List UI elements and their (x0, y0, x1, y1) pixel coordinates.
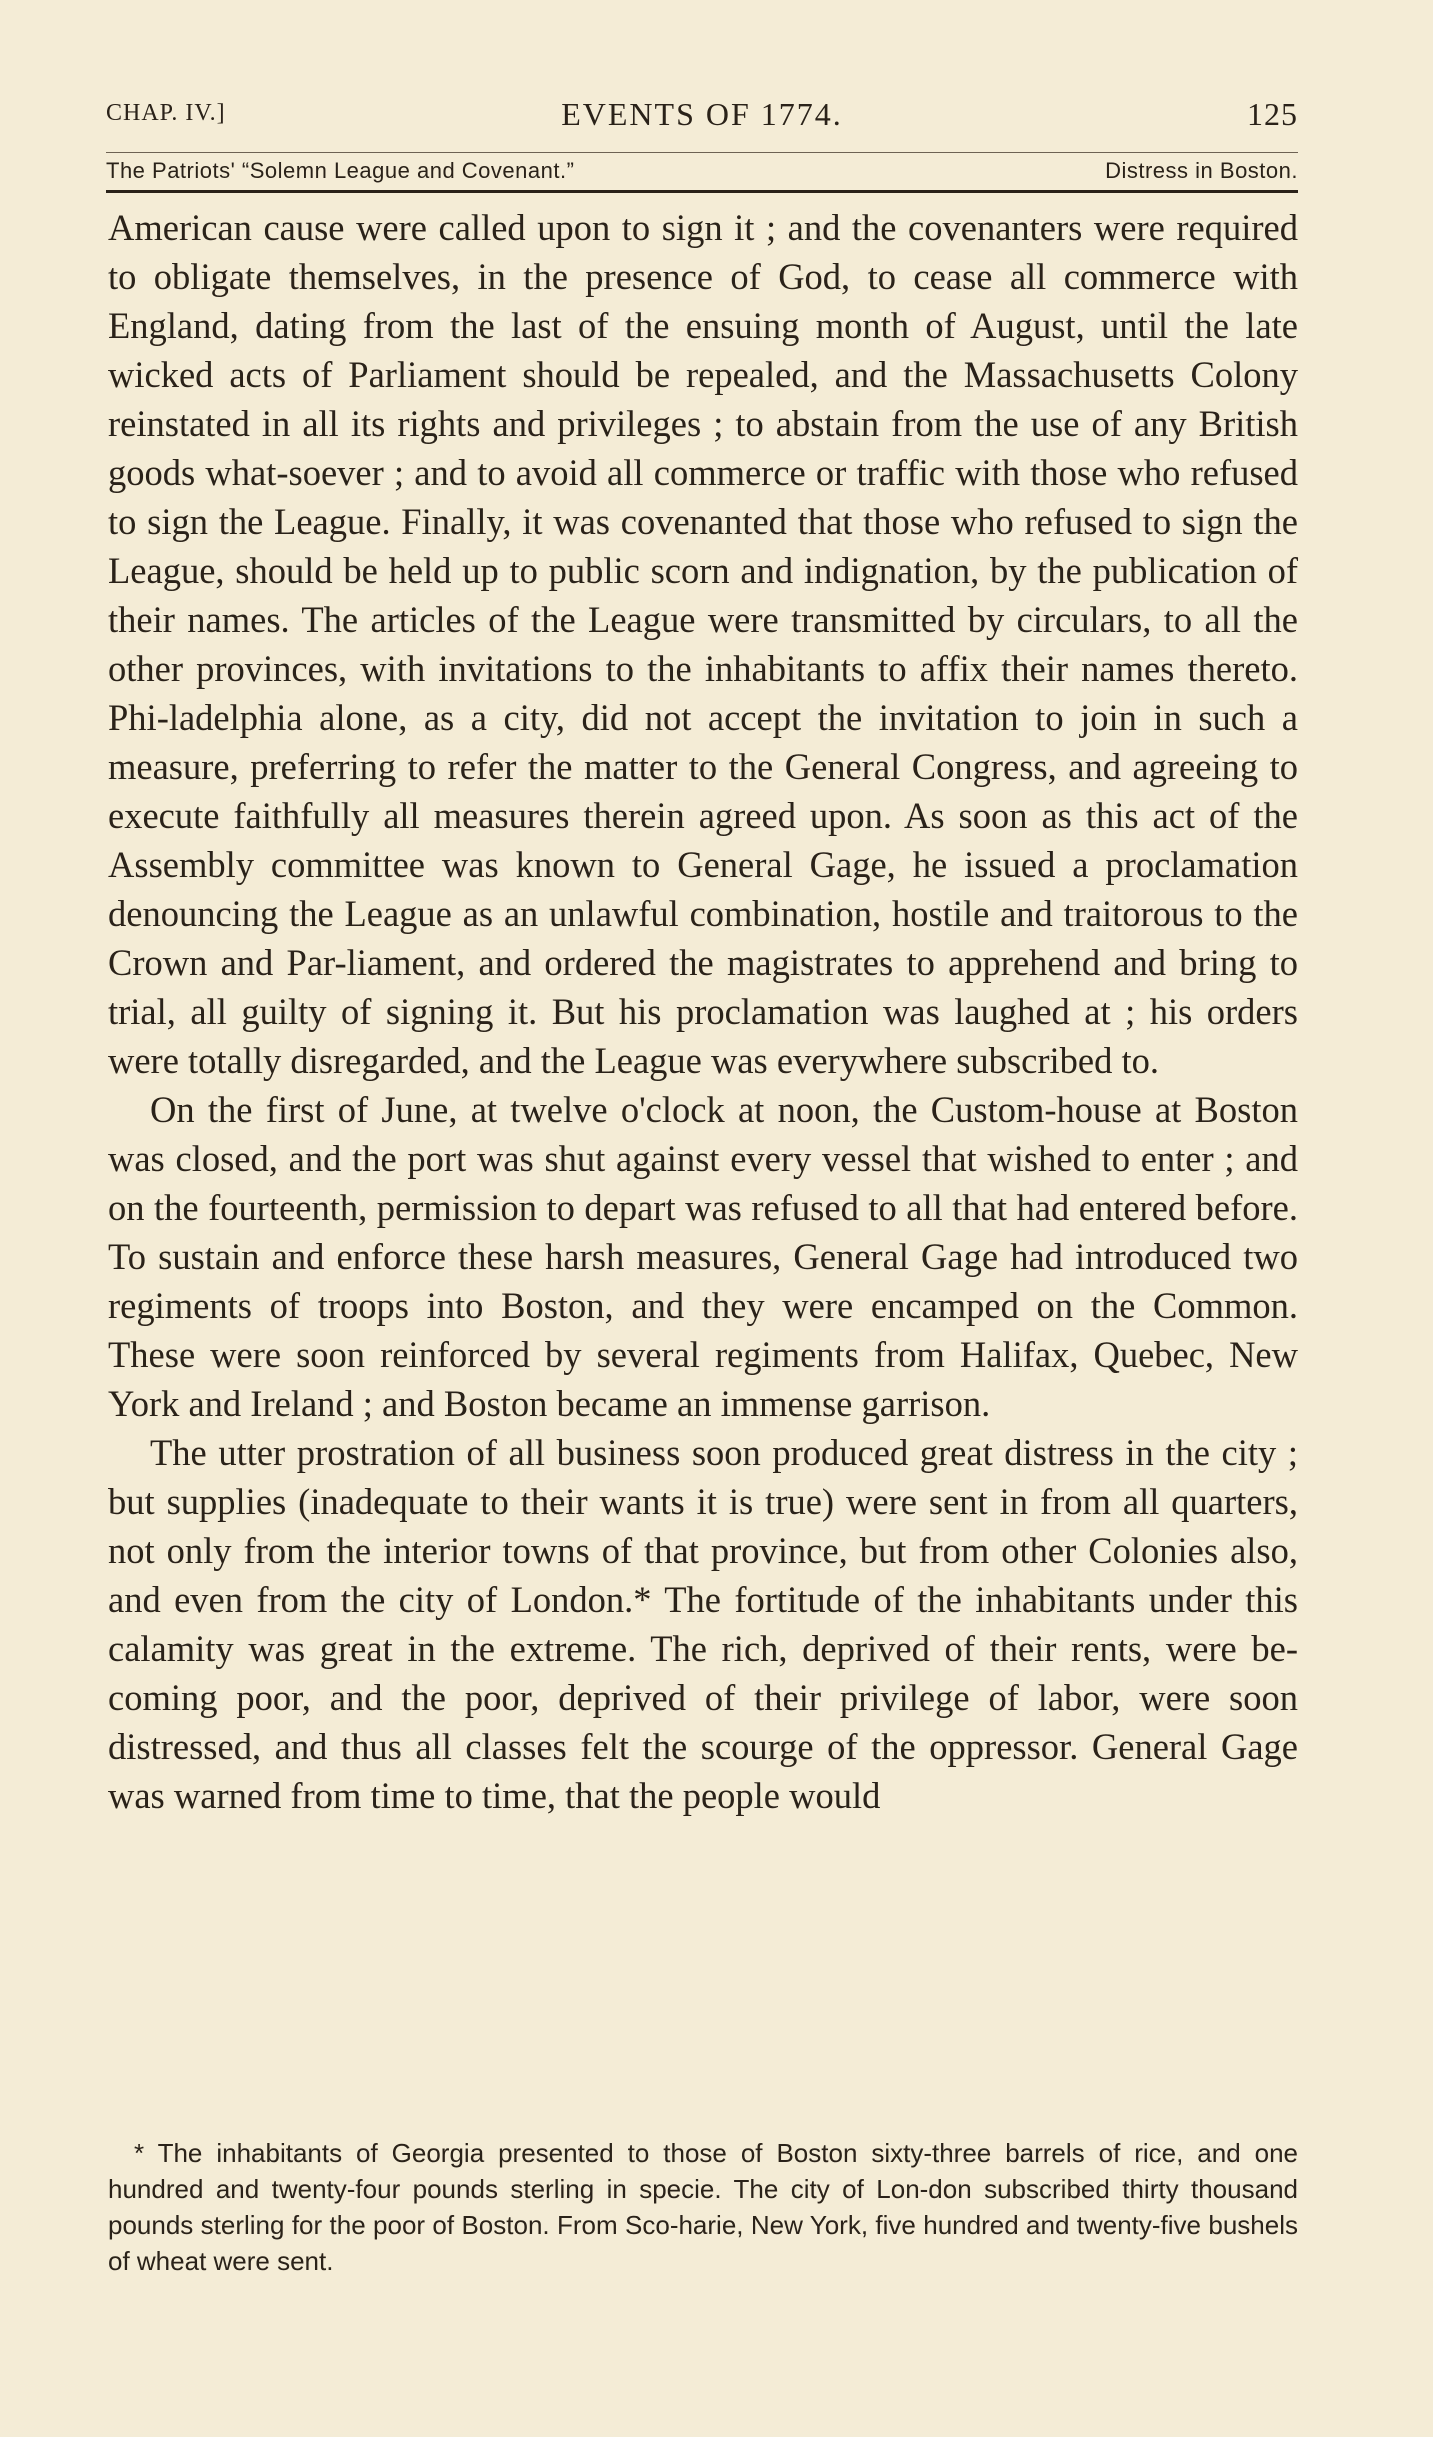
chapter-label: CHAP. IV.] (106, 100, 226, 126)
page-title: EVENTS OF 1774. (561, 96, 843, 132)
header-divider (106, 190, 1298, 193)
topic-header (106, 158, 1298, 188)
paragraph-2: On the first of June, at twelve o'clock at noon, the Custom-house at Boston was closed, and the port was shut against every vessel that wished to enter ; and on the fourteenth, permission to depart was refused to all that had entered before. To sustain and enforce these harsh measures, General Gage had introduced two regiments of troops into Boston, and they were encamped on the Common. These were soon reinforced by several regiments from Halifax, Quebec, New York and Ireland ; and Boston became an immense garrison. (108, 1089, 1298, 1424)
topic-right: Distress in Boston. (1105, 158, 1298, 183)
paragraph-3: The utter prostration of all business soon produced great distress in the city ; but supplies (inadequate to their wants it is true) were sent in from all quarters, not only from the interior towns of that province, but from other Colonies also, and even from the city of London.* The fortitude of the inhabitants under this calamity was great in the extreme. The rich, deprived of their rents, were be-coming poor, and the poor, deprived of their privilege of labor, were soon distressed, and thus all classes felt the scourge of the oppressor. General Gage was warned from time to time, that the people would (108, 1432, 1298, 1816)
page-number: 125 (1247, 96, 1298, 132)
running-header (106, 96, 1298, 136)
footnote (108, 2135, 1298, 2279)
topic-left: The Patriots' “Solemn League and Covenant.” (106, 158, 575, 183)
footnote-text: * The inhabitants of Georgia presented to those of Boston sixty-three barrels of rice, and one hundred and twenty-four pounds sterling in specie. The city of Lon-don subscribed thirty thousand pounds sterling for the poor of Boston. From Sco-harie, New York, five hundred and twenty-five bushels of wheat were sent. (108, 2138, 1298, 2276)
header-divider-thin (106, 152, 1298, 153)
paragraph-1: American cause were called upon to sign it ; and the covenanters were required to obligate themselves, in the presence of God, to cease all commerce with England, dating from the last of the ensuing month of August, until the late wicked acts of Parliament should be repealed, and the Massachusetts Colony reinstated in all its rights and privileges ; to abstain from the use of any British goods what-soever ; and to avoid all commerce or traffic with those who refused to sign the League. Finally, it was covenanted that those who refused to sign the League, should be held up to public scorn and indignation, by the publication of their names. The articles of the League were transmitted by circulars, to all the other provinces, with invitations to the inhabitants to affix their names thereto. Phi-ladelphia alone, as a city, did not accept the invitation to join in such a measure, preferring to refer the matter to the General Congress, and agreeing to execute faithfully all measures therein agreed upon. As soon as this act of the Assembly committee was known to General Gage, he issued a proclamation denouncing the League as an unlawful combination, hostile and traitorous to the Crown and Par-liament, and ordered the magistrates to apprehend and bring to trial, all guilty of signing it. But his proclamation was laughed at ; his orders were totally disregarded, and the League was everywhere subscribed to. (108, 207, 1298, 1081)
main-text (108, 203, 1298, 1820)
